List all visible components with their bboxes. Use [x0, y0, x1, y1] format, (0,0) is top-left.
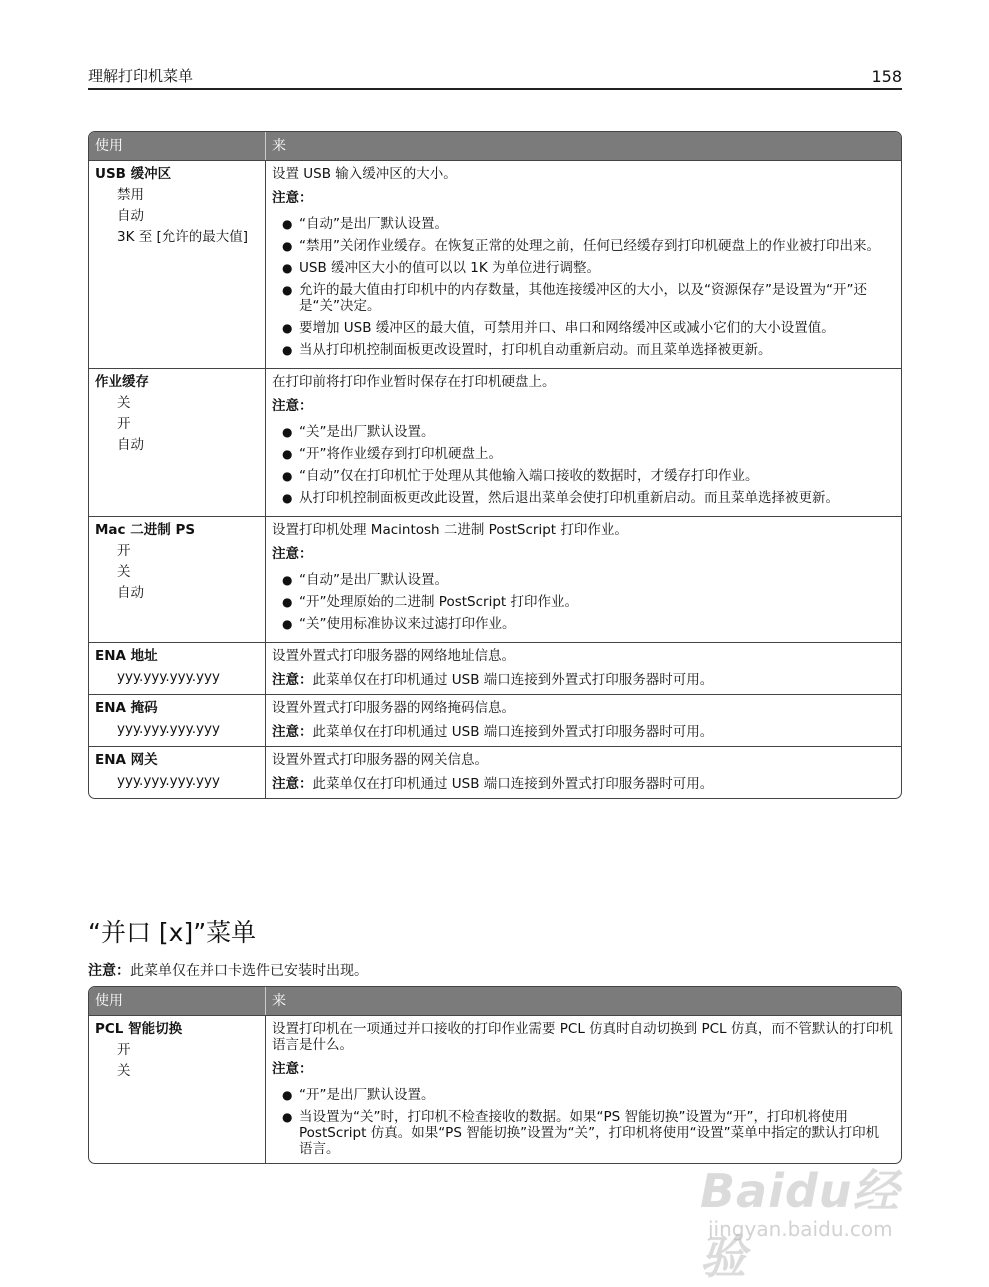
setting-description: 设置外置式打印服务器的网络掩码信息。	[272, 700, 515, 716]
menu-table-2	[88, 986, 902, 1164]
list-item: ● 当设置为“关”时，打印机不检查接收的数据。如果“PS 智能切换”设置为“开”，打印机将使用 PostScript 仿真。如果“PS 智能切换”设置为“关”，打印机将使用“设置”菜单中指定的默认打印机语言。	[282, 1109, 880, 1157]
setting-option: 自动	[117, 585, 144, 601]
setting-name: USB 缓冲区	[95, 166, 172, 182]
table-row	[89, 746, 901, 798]
setting-description: 设置外置式打印服务器的网络地址信息。	[272, 648, 515, 664]
setting-option: yyy.yyy.yyy.yyy	[117, 773, 220, 789]
bullet-icon: ●	[282, 1088, 293, 1102]
list-item: ● 允许的最大值由打印机中的内存数量，其他连接缓冲区的大小，以及“资源保存”是设置为“开”还是“关”决定。	[282, 282, 867, 314]
note-list	[272, 572, 895, 632]
column-header-to: 来	[266, 132, 901, 160]
column-header-use: 使用	[89, 132, 266, 160]
note-label: 注意：	[88, 963, 130, 979]
note-label: 注意：	[272, 398, 313, 414]
table-row	[89, 516, 901, 642]
setting-option: 自动	[117, 208, 144, 224]
bullet-icon: ●	[282, 239, 293, 253]
list-item: ● “关”使用标准协议来过滤打印作业。	[282, 616, 516, 632]
description-cell	[266, 642, 901, 694]
section-title: “并口 [x]”菜单	[88, 918, 257, 947]
list-item: ● “开”处理原始的二进制 PostScript 打印作业。	[282, 594, 578, 610]
setting-option: 3K 至 [允许的最大值]	[117, 229, 249, 245]
note-text: 此菜单仅在并口卡选件已安装时出现。	[130, 963, 368, 979]
bullet-icon: ●	[282, 283, 293, 297]
bullet-icon: ●	[282, 595, 293, 609]
bullet-icon: ●	[282, 573, 293, 587]
setting-cell	[89, 642, 266, 694]
setting-cell	[89, 368, 266, 516]
setting-cell	[89, 694, 266, 746]
setting-option: 关	[117, 395, 131, 411]
note-list	[272, 216, 895, 358]
list-item: ● “自动”仅在打印机忙于处理从其他输入端口接收的数据时，才缓存打印作业。	[282, 468, 759, 484]
list-item: ● 要增加 USB 缓冲区的最大值，可禁用并口、串口和网络缓冲区或减小它们的大小设置值。	[282, 320, 835, 336]
note-text: 此菜单仅在打印机通过 USB 端口连接到外置式打印服务器时可用。	[312, 672, 714, 688]
setting-description: 设置 USB 输入缓冲区的大小。	[272, 166, 457, 182]
description-cell	[266, 160, 901, 368]
setting-cell	[89, 160, 266, 368]
note-label: 注意：	[272, 672, 313, 688]
description-cell	[266, 694, 901, 746]
bullet-icon: ●	[282, 217, 293, 231]
page-title: 理解打印机菜单	[88, 67, 194, 85]
setting-name: 作业缓存	[95, 374, 149, 390]
setting-cell	[89, 516, 266, 642]
list-item: ● “开”是出厂默认设置。	[282, 1087, 435, 1103]
table-row	[89, 694, 901, 746]
setting-description: 在打印前将打印作业暂时保存在打印机硬盘上。	[272, 374, 556, 390]
bullet-icon: ●	[282, 617, 293, 631]
setting-cell	[89, 746, 266, 798]
page-number: 158	[871, 67, 902, 86]
note-label: 注意：	[272, 1061, 313, 1077]
table-header-row	[89, 132, 901, 160]
table-row	[89, 368, 901, 516]
table-row	[89, 160, 901, 368]
setting-description: 设置外置式打印服务器的网关信息。	[272, 752, 488, 768]
list-item: ● “自动”是出厂默认设置。	[282, 572, 448, 588]
description-cell	[266, 1015, 901, 1163]
list-item: ● 从打印机控制面板更改此设置，然后退出菜单会使打印机重新启动。而且菜单选择被更新。	[282, 490, 839, 506]
setting-option: 自动	[117, 437, 144, 453]
bullet-icon: ●	[282, 261, 293, 275]
bullet-icon: ●	[282, 1110, 293, 1124]
setting-name: ENA 掩码	[95, 700, 158, 716]
setting-description: 设置打印机在一项通过并口接收的打印作业需要 PCL 仿真时自动切换到 PCL 仿真，而不管默认的打印机语言是什么。	[272, 1021, 893, 1053]
bullet-icon: ●	[282, 343, 293, 357]
bullet-icon: ●	[282, 425, 293, 439]
note-label: 注意：	[272, 546, 313, 562]
description-cell	[266, 746, 901, 798]
list-item: ● “自动”是出厂默认设置。	[282, 216, 448, 232]
note-text: 此菜单仅在打印机通过 USB 端口连接到外置式打印服务器时可用。	[312, 724, 714, 740]
setting-option: 关	[117, 564, 131, 580]
description-cell	[266, 368, 901, 516]
watermark-logo: Baidu经验	[700, 1164, 900, 1284]
setting-option: 开	[117, 543, 131, 559]
list-item: ● “关”是出厂默认设置。	[282, 424, 435, 440]
setting-name: PCL 智能切换	[95, 1021, 183, 1037]
bullet-icon: ●	[282, 469, 293, 483]
menu-table-1	[88, 131, 902, 799]
list-item: ● “禁用”关闭作业缓存。在恢复正常的处理之前，任何已经缓存到打印机硬盘上的作业被打印出来。	[282, 238, 880, 254]
section-note	[88, 960, 368, 980]
setting-option: 关	[117, 1063, 131, 1079]
watermark-url: jingyan.baidu.com	[708, 1217, 893, 1241]
table-row	[89, 642, 901, 694]
note-list	[272, 1087, 895, 1157]
list-item: ● USB 缓冲区大小的值可以以 1K 为单位进行调整。	[282, 260, 601, 276]
description-cell	[266, 516, 901, 642]
table-row	[89, 1015, 901, 1163]
setting-option: yyy.yyy.yyy.yyy	[117, 669, 220, 685]
baidu-watermark	[700, 1155, 940, 1284]
note-label: 注意：	[272, 724, 313, 740]
bullet-icon: ●	[282, 491, 293, 505]
note-label: 注意：	[272, 190, 313, 206]
bullet-icon: ●	[282, 447, 293, 461]
note-label: 注意：	[272, 776, 313, 792]
page-header	[88, 62, 902, 90]
note-list	[272, 424, 895, 506]
note-text: 此菜单仅在打印机通过 USB 端口连接到外置式打印服务器时可用。	[312, 776, 714, 792]
column-header-use: 使用	[89, 987, 266, 1015]
setting-name: Mac 二进制 PS	[95, 522, 196, 538]
setting-option: yyy.yyy.yyy.yyy	[117, 721, 220, 737]
setting-cell	[89, 1015, 266, 1163]
bullet-icon: ●	[282, 321, 293, 335]
setting-name: ENA 地址	[95, 648, 158, 664]
setting-description: 设置打印机处理 Macintosh 二进制 PostScript 打印作业。	[272, 522, 628, 538]
setting-option: 开	[117, 416, 131, 432]
table-header-row	[89, 987, 901, 1015]
setting-name: ENA 网关	[95, 752, 158, 768]
list-item: ● “开”将作业缓存到打印机硬盘上。	[282, 446, 502, 462]
setting-option: 禁用	[117, 187, 144, 203]
list-item: ● 当从打印机控制面板更改设置时，打印机自动重新启动。而且菜单选择被更新。	[282, 342, 772, 358]
setting-option: 开	[117, 1042, 131, 1058]
column-header-to: 来	[266, 987, 901, 1015]
